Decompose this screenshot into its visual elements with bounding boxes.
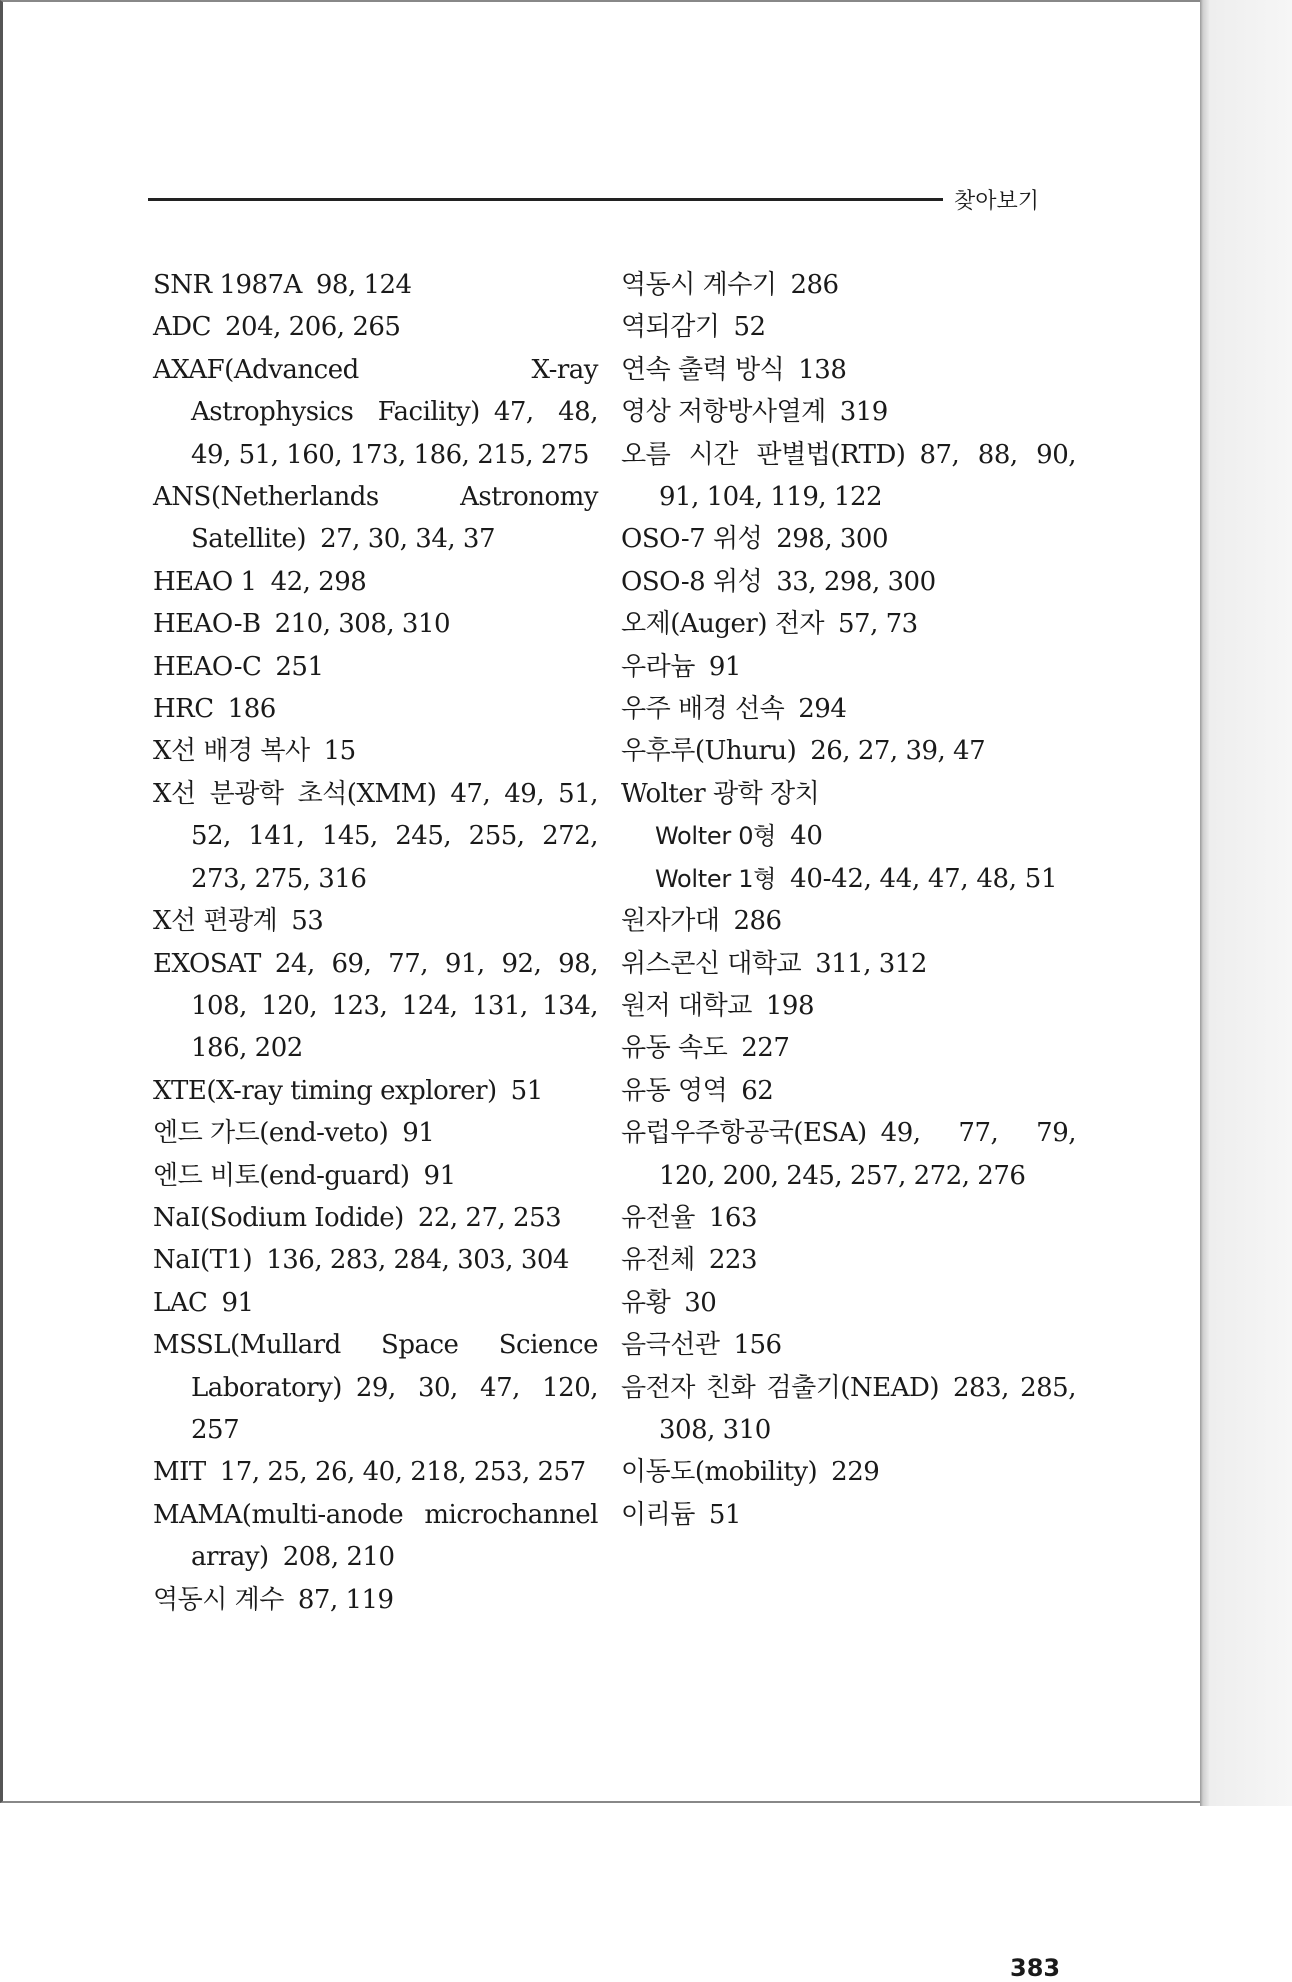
- index-term: SNR 1987A: [153, 270, 302, 300]
- index-term: Wolter 광학 장치: [621, 778, 820, 809]
- index-term: 원저 대학교: [621, 990, 752, 1021]
- index-term: HEAO-B: [153, 609, 261, 640]
- index-term: X선 분광학 초석(XMM): [153, 778, 437, 809]
- index-pages: 138: [798, 354, 847, 385]
- index-entry: [153, 476, 598, 561]
- index-entry: [621, 306, 1076, 348]
- index-term: 역되감기: [621, 312, 720, 343]
- index-term: 음전자 친화 검출기(NEAD): [621, 1372, 939, 1403]
- index-pages: 51: [510, 1075, 543, 1106]
- index-term: OSO-7 위성: [621, 524, 763, 555]
- index-entry: [153, 1579, 598, 1621]
- index-entry: [621, 1070, 1076, 1112]
- index-entry: [621, 1367, 1076, 1452]
- index-term: LAC: [153, 1287, 208, 1318]
- index-pages: 87, 119: [297, 1584, 394, 1615]
- index-term: 유전체: [621, 1245, 695, 1276]
- index-term: HEAO-C: [153, 651, 262, 682]
- index-pages: 40-42, 44, 47, 48, 51: [790, 863, 1058, 894]
- index-pages: 283, 285, 308, 310: [659, 1372, 1076, 1445]
- index-entry: [621, 1112, 1076, 1197]
- index-entry: [153, 730, 598, 772]
- index-entry: [621, 349, 1076, 391]
- index-term: MIT: [153, 1457, 206, 1488]
- index-entry: [153, 943, 598, 1070]
- index-pages: 30: [684, 1287, 717, 1318]
- index-term: 엔드 비토(end-guard): [153, 1160, 410, 1191]
- index-term: ANS(Netherlands Astronomy Satellite): [153, 482, 598, 555]
- index-term: 역동시 계수: [153, 1584, 284, 1615]
- index-pages: 22, 27, 253: [417, 1202, 562, 1233]
- running-header: [148, 184, 1043, 214]
- index-entry: [153, 349, 598, 476]
- index-entry: [621, 1197, 1076, 1239]
- index-pages: 91: [221, 1287, 254, 1318]
- header-rule: [148, 198, 943, 201]
- index-term: 역동시 계수기: [621, 270, 777, 300]
- index-entry: [153, 1070, 598, 1112]
- index-term: EXOSAT: [153, 948, 261, 979]
- index-pages: 51: [708, 1499, 741, 1530]
- index-entry: [153, 264, 598, 306]
- index-pages: 136, 283, 284, 303, 304: [266, 1245, 569, 1276]
- index-entry: [153, 1112, 598, 1154]
- index-pages: 26, 27, 39, 47: [810, 736, 986, 767]
- index-column-left: [153, 264, 598, 1621]
- index-pages: 87, 88, 90, 91, 104, 119, 122: [659, 439, 1077, 513]
- index-entry: [621, 1324, 1076, 1366]
- page-number: 383: [1010, 1954, 1061, 1982]
- index-entry: [621, 391, 1076, 433]
- index-term: 이리듐: [621, 1499, 695, 1530]
- index-pages: 17, 25, 26, 40, 218, 253, 257: [219, 1457, 586, 1488]
- index-entry: [153, 1239, 598, 1281]
- index-pages: 42, 298: [270, 566, 367, 597]
- index-term: 이동도(mobility): [621, 1457, 818, 1488]
- index-pages: 186: [227, 694, 276, 725]
- index-pages: 98, 124: [315, 270, 412, 300]
- index-entry: [621, 561, 1076, 603]
- index-term: 원자가대: [621, 906, 720, 937]
- index-column-right: [621, 264, 1076, 1536]
- index-term: 음극선관: [621, 1330, 720, 1361]
- index-pages: 251: [275, 651, 324, 682]
- index-pages: 53: [291, 906, 324, 937]
- index-pages: 319: [839, 397, 888, 428]
- index-pages: 311, 312: [815, 948, 927, 979]
- index-pages: 204, 206, 265: [225, 312, 401, 343]
- header-title: 찾아보기: [954, 189, 1040, 214]
- index-pages: 47, 49, 51, 52, 141, 145, 245, 255, 272, 273, 275, 316: [191, 778, 599, 894]
- index-entry: [621, 730, 1076, 772]
- index-term: 우라늄: [621, 651, 695, 682]
- index-pages: 24, 69, 77, 91, 92, 98, 108, 120, 123, 124, 131, 134, 186, 202: [191, 948, 598, 1064]
- index-entry: [621, 1027, 1076, 1069]
- index-term: 유전율: [621, 1202, 695, 1233]
- index-entry: [621, 518, 1076, 560]
- index-pages: 286: [790, 270, 839, 300]
- index-entry: [621, 264, 1076, 306]
- index-pages: 208, 210: [282, 1542, 395, 1573]
- index-term: Wolter 0형: [655, 822, 777, 851]
- index-term: NaI(T1): [153, 1245, 253, 1276]
- index-pages: 33, 298, 300: [776, 566, 936, 597]
- index-pages: 49, 77, 79, 120, 200, 245, 257, 272, 276: [659, 1118, 1076, 1191]
- index-term: 엔드 가드(end-veto): [153, 1118, 389, 1149]
- index-term: X선 배경 복사: [153, 736, 310, 767]
- index-entry: [153, 561, 598, 603]
- index-entry: [153, 306, 598, 348]
- index-entry: [153, 1324, 598, 1451]
- index-pages: 57, 73: [838, 609, 918, 640]
- index-term: NaI(Sodium Iodide): [153, 1202, 404, 1233]
- index-term: MAMA(multi-anode microchannel array): [153, 1499, 598, 1573]
- index-term: 유황: [621, 1287, 671, 1318]
- index-entry: [621, 1239, 1076, 1281]
- index-term: Wolter 1형: [655, 864, 777, 893]
- index-pages: 156: [733, 1330, 782, 1361]
- index-term: HEAO 1: [153, 566, 257, 597]
- index-subentry: [621, 815, 1076, 857]
- index-pages: 91: [402, 1118, 435, 1149]
- index-term: 유동 영역: [621, 1075, 728, 1106]
- index-pages: 62: [741, 1075, 774, 1106]
- index-entry: [153, 1451, 598, 1493]
- index-entry: [621, 646, 1076, 688]
- index-entry: [153, 1282, 598, 1324]
- index-pages: 40: [790, 821, 823, 852]
- index-entry: [153, 603, 598, 645]
- index-entry: [153, 773, 598, 900]
- index-entry: [153, 688, 598, 730]
- index-entry: [621, 943, 1076, 985]
- viewer-gutter: [1200, 0, 1292, 1806]
- index-entry: [621, 1282, 1076, 1324]
- index-term: 우후루(Uhuru): [621, 736, 797, 767]
- index-entry: [621, 773, 1076, 815]
- index-entry: [153, 1494, 598, 1579]
- index-pages: 27, 30, 34, 37: [320, 524, 496, 555]
- index-pages: 91: [423, 1160, 456, 1191]
- index-pages: 210, 308, 310: [274, 609, 451, 640]
- index-entry: [621, 1494, 1076, 1536]
- index-entry: [621, 603, 1076, 645]
- index-pages: 91: [708, 651, 741, 682]
- index-entry: [621, 985, 1076, 1027]
- index-entry: [621, 434, 1076, 519]
- index-term: MSSL(Mullard Space Science Laboratory): [153, 1330, 598, 1403]
- index-entry: [621, 900, 1076, 942]
- index-term: 위스콘신 대학교: [621, 948, 802, 979]
- index-term: HRC: [153, 694, 214, 725]
- index-term: 오제(Auger) 전자: [621, 609, 824, 640]
- index-pages: 15: [323, 736, 356, 767]
- index-pages: 198: [765, 990, 814, 1021]
- index-pages: 52: [733, 312, 766, 343]
- index-term: 유동 속도: [621, 1033, 728, 1064]
- index-pages: 229: [831, 1457, 880, 1488]
- index-pages: 223: [708, 1245, 757, 1276]
- index-entry: [153, 646, 598, 688]
- index-term: 우주 배경 선속: [621, 694, 785, 725]
- index-pages: 294: [798, 694, 847, 725]
- index-entry: [153, 1197, 598, 1239]
- index-term: X선 편광계: [153, 906, 278, 937]
- index-term: XTE(X-ray timing explorer): [153, 1075, 497, 1106]
- index-entry: [153, 900, 598, 942]
- index-term: ADC: [153, 312, 212, 343]
- index-term: OSO-8 위성: [621, 566, 763, 597]
- index-pages: 163: [708, 1202, 757, 1233]
- index-subentry: [621, 858, 1076, 900]
- index-term: 영상 저항방사열계: [621, 397, 826, 428]
- index-term: AXAF(Advanced X-ray Astrophysics Facility): [153, 354, 598, 428]
- index-pages: 298, 300: [776, 524, 888, 555]
- index-term: 오름 시간 판별법(RTD): [621, 439, 906, 470]
- index-pages: 286: [733, 906, 782, 937]
- index-term: 연속 출력 방식: [621, 354, 785, 385]
- index-pages: 47, 48, 49, 51, 160, 173, 186, 215, 275: [191, 397, 598, 470]
- index-entry: [621, 1451, 1076, 1493]
- index-pages: 227: [741, 1033, 790, 1064]
- index-pages: 29, 30, 47, 120, 257: [191, 1372, 598, 1445]
- index-entry: [621, 688, 1076, 730]
- index-term: 유럽우주항공국(ESA): [621, 1118, 867, 1149]
- index-entry: [153, 1155, 598, 1197]
